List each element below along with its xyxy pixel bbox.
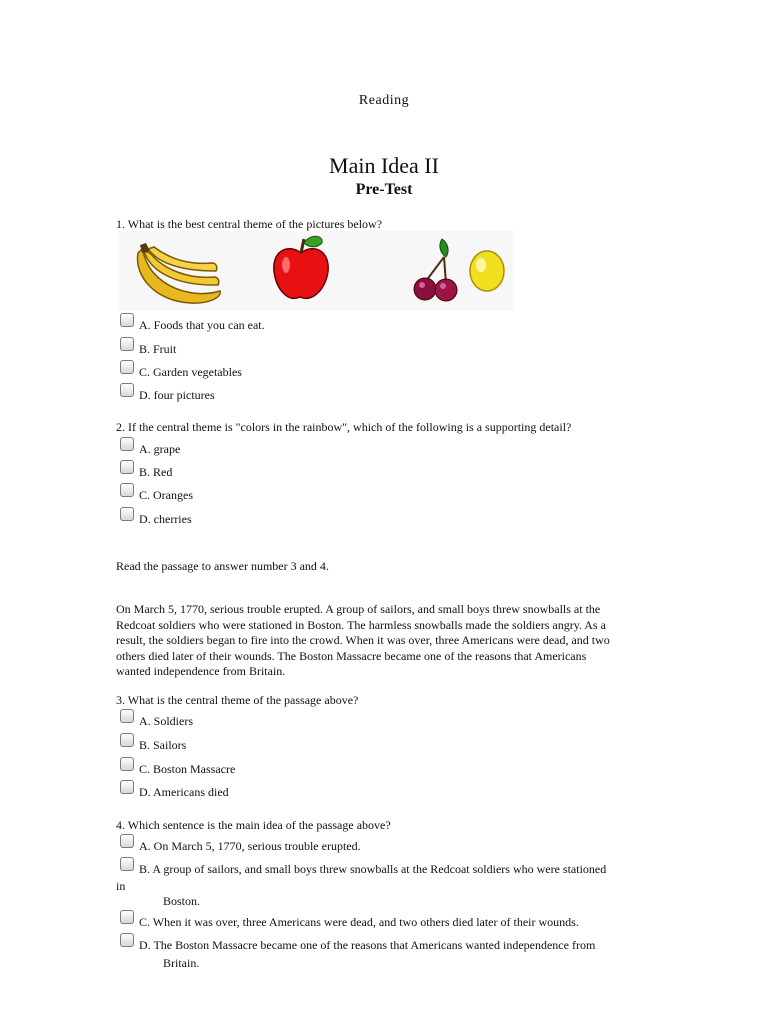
checkbox[interactable]: [120, 437, 134, 451]
page-subtitle: Pre-Test: [355, 181, 413, 198]
q2-option-c[interactable]: C. Oranges: [120, 483, 193, 505]
q4-option-d-wrap: Britain.: [163, 956, 200, 970]
q2-option-d[interactable]: D. cherries: [120, 507, 192, 529]
q2-option-a[interactable]: A. grape: [120, 437, 180, 459]
banana-icon: [130, 241, 225, 306]
subject-heading: Reading: [358, 93, 410, 108]
checkbox[interactable]: [120, 757, 134, 771]
checkbox[interactable]: [120, 460, 134, 474]
page-title: Main Idea II: [329, 153, 439, 178]
lemon-icon: [466, 247, 508, 293]
apple-icon: [270, 233, 332, 303]
q4-option-d[interactable]: D. The Boston Massacre became one of the reasons that Americans wanted independence from: [120, 933, 595, 955]
instruction-text: Read the passage to answer number 3 and 4.: [116, 559, 329, 573]
checkbox[interactable]: [120, 733, 134, 747]
passage-line: others died later of their wounds. The Boston Massacre became one of the reasons that Americans: [116, 648, 587, 663]
checkbox[interactable]: [120, 337, 134, 351]
q1-option-d[interactable]: D. four pictures: [120, 383, 215, 405]
q4-option-b[interactable]: B. A group of sailors, and small boys threw snowballs at the Redcoat soldiers who were stationed: [120, 857, 606, 879]
checkbox[interactable]: [120, 933, 134, 947]
checkbox[interactable]: [120, 313, 134, 327]
q3-option-b[interactable]: B. Sailors: [120, 733, 186, 755]
checkbox[interactable]: [120, 780, 134, 794]
passage-line: wanted independence from Britain.: [116, 664, 286, 678]
q1-option-a[interactable]: A. Foods that you can eat.: [120, 313, 265, 335]
passage-line: result, the soldiers began to fire into the crowd. When it was over, three Americans were dead, and two: [116, 633, 610, 647]
checkbox[interactable]: [120, 834, 134, 848]
question-3: 3. What is the central theme of the passage above?: [116, 693, 359, 707]
checkbox[interactable]: [120, 383, 134, 397]
q3-option-a[interactable]: A. Soldiers: [120, 709, 193, 731]
checkbox[interactable]: [120, 857, 134, 871]
q1-option-c[interactable]: C. Garden vegetables: [120, 360, 242, 382]
reading-passage: [116, 602, 656, 680]
q3-option-d[interactable]: D. Americans died: [120, 780, 229, 802]
q4-option-b-wrap: Boston.: [163, 894, 201, 908]
cherries-icon: [410, 235, 460, 303]
passage-line: Redcoat soldiers who were stationed in Boston. The harmless snowballs made the soldiers angry. As a: [116, 617, 606, 632]
checkbox[interactable]: [120, 910, 134, 924]
q4-option-c[interactable]: C. When it was over, three Americans were dead, and two others died later of their wounds.: [120, 910, 579, 932]
question-4: 4. Which sentence is the main idea of the passage above?: [116, 818, 391, 832]
checkbox[interactable]: [120, 483, 134, 497]
q1-option-b[interactable]: B. Fruit: [120, 337, 176, 359]
question-2: 2. If the central theme is "colors in the rainbow", which of the following is a supporting detail?: [116, 420, 572, 434]
q3-option-c[interactable]: C. Boston Massacre: [120, 757, 235, 779]
q2-option-b[interactable]: B. Red: [120, 460, 172, 482]
checkbox[interactable]: [120, 360, 134, 374]
q4-option-b-wrap: in: [116, 879, 126, 893]
checkbox[interactable]: [120, 709, 134, 723]
fruit-pictures: [118, 231, 513, 311]
q4-option-a[interactable]: A. On March 5, 1770, serious trouble erupted.: [120, 834, 361, 856]
checkbox[interactable]: [120, 507, 134, 521]
question-1: 1. What is the best central theme of the pictures below?: [116, 217, 383, 231]
passage-line: On March 5, 1770, serious trouble erupted. A group of sailors, and small boys threw snowballs at the: [116, 602, 601, 616]
